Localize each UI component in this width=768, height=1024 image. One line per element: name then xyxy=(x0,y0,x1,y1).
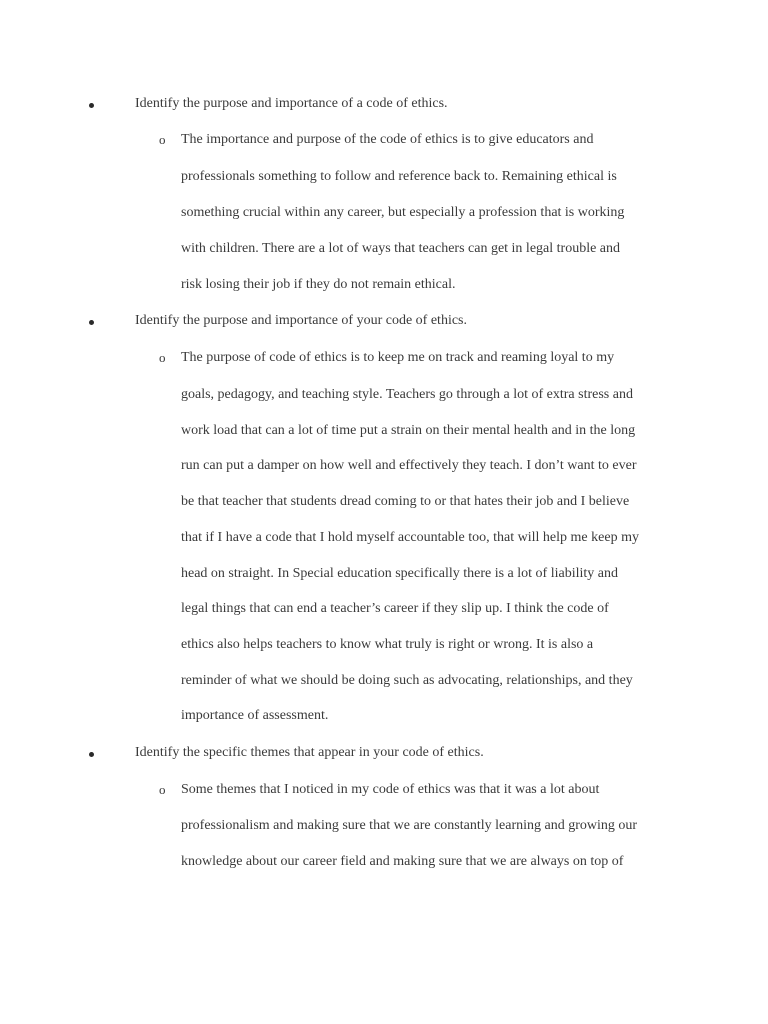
paragraph-line: goals, pedagogy, and teaching style. Teachers go through a lot of extra stress and xyxy=(181,387,633,402)
paragraph-line: reminder of what we should be doing such as advocating, relationships, and they xyxy=(181,673,633,688)
bullet-icon xyxy=(89,103,94,108)
paragraph-line: professionalism and making sure that we are constantly learning and growing our xyxy=(181,818,638,833)
paragraph-line: risk losing their job if they do not remain ethical. xyxy=(181,277,456,292)
bullet-heading: Identify the purpose and importance of a code of ethics. xyxy=(135,96,448,111)
bullet-heading: Identify the specific themes that appear in your code of ethics. xyxy=(135,745,484,760)
paragraph-line: importance of assessment. xyxy=(181,708,329,723)
paragraph-line: ethics also helps teachers to know what truly is right or wrong. It is also a xyxy=(181,637,594,652)
paragraph-line: legal things that can end a teacher’s career if they slip up. I think the code of xyxy=(181,601,609,616)
paragraph-line: be that teacher that students dread coming to or that hates their job and I believe xyxy=(181,494,630,509)
paragraph-line: with children. There are a lot of ways that teachers can get in legal trouble and xyxy=(181,241,621,256)
paragraph-line: The purpose of code of ethics is to keep me on track and reaming loyal to my xyxy=(181,350,615,365)
bullet-icon xyxy=(89,752,94,757)
paragraph-line: something crucial within any career, but especially a profession that is working xyxy=(181,205,625,220)
paragraph-line: head on straight. In Special education specifically there is a lot of liability and xyxy=(181,566,618,581)
paragraph-line: professionals something to follow and reference back to. Remaining ethical is xyxy=(181,169,617,184)
paragraph-line: run can put a damper on how well and effectively they teach. I don’t want to ever xyxy=(181,458,637,473)
sub-bullet-icon: o xyxy=(159,782,166,797)
paragraph-line: Some themes that I noticed in my code of ethics was that it was a lot about xyxy=(181,782,600,797)
paragraph-line: The importance and purpose of the code of ethics is to give educators and xyxy=(181,132,594,147)
paragraph-line: that if I have a code that I hold myself accountable too, that will help me keep my xyxy=(181,530,639,545)
bullet-icon xyxy=(89,320,94,325)
paragraph-line: knowledge about our career field and making sure that we are always on top of xyxy=(181,854,624,869)
sub-bullet-icon: o xyxy=(159,132,166,147)
paragraph-line: work load that can a lot of time put a strain on their mental health and in the long xyxy=(181,423,636,438)
sub-bullet-icon: o xyxy=(159,350,166,365)
bullet-heading: Identify the purpose and importance of your code of ethics. xyxy=(135,313,468,328)
